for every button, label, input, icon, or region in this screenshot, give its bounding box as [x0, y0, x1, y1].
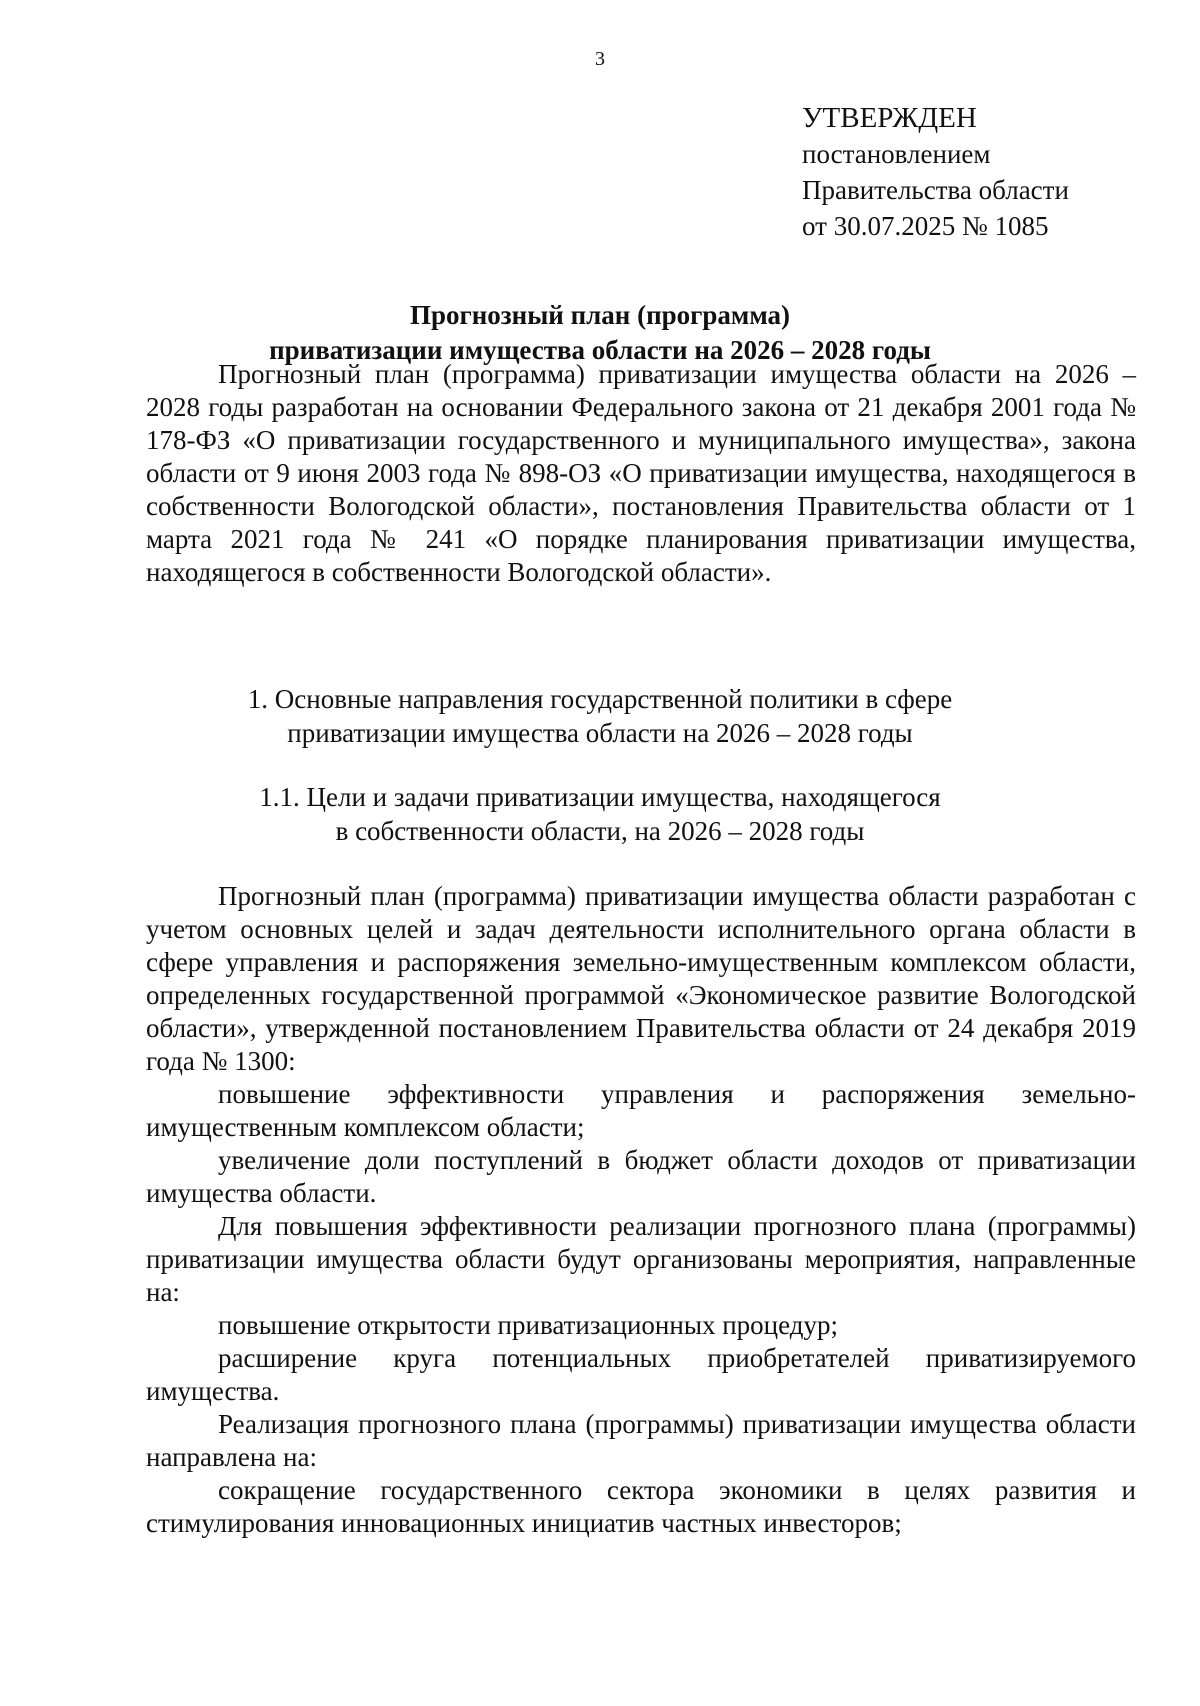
section-1-heading-line-1: 1. Основные направления государственной политики в сфере	[247, 684, 953, 714]
approval-title: УТВЕРЖДЕН	[802, 102, 977, 134]
section-1-heading-line-2: приватизации имущества области на 2026 – 2028 годы	[287, 718, 913, 748]
list-item: повышение открытости приватизационных процедур;	[218, 1310, 838, 1340]
paragraph: Прогнозный план (программа) приватизации имущества области разработан с учетом основных целей и задач деятельности исполнительного органа области в сфере управления и распоряжения земельно-имущественным комплексом области, определенных государственной программой «Экономическое развитие Вологодской области», утвержденной постановлением Правительства области от 24 декабря 2019 года № 1300:	[146, 881, 1136, 1076]
section-1-1-heading-line-2: в собственности области, на 2026 – 2028 годы	[335, 816, 865, 846]
document-title-line-1: Прогнозный план (программа)	[409, 300, 791, 330]
approval-line-3: от 30.07.2025 № 1085	[802, 211, 1049, 241]
section-1-1-heading-line-1: 1.1. Цели и задачи приватизации имущества, находящегося	[259, 782, 941, 812]
intro-paragraph: Прогнозный план (программа) приватизации имущества области на 2026 – 2028 годы разработан на основании Федерального закона от 21 декабря 2001 года № 178-ФЗ «О приватизации государственного и муниципального имущества», закона области от 9 июня 2003 года № 898-ОЗ «О приватизации имущества, находящегося в собственности Вологодской области», постановления Правительства области от 1 марта 2021 года № 241 «О порядке планирования приватизации имущества, находящегося в собственности Вологодской области».	[146, 359, 1136, 587]
document-title-line-2: приватизации имущества области на 2026 – 2028 годы	[269, 335, 931, 365]
list-item: расширение круга потенциальных приобретателей приватизируемого имущества.	[146, 1343, 1136, 1406]
approval-line-1: постановлением	[802, 139, 991, 169]
section-1-heading	[0, 682, 1200, 750]
paragraph: Реализация прогнозного плана (программы) приватизации имущества области направлена на:	[146, 1409, 1136, 1472]
intro-block	[146, 358, 1136, 589]
page-number: 3	[595, 48, 605, 70]
list-item: увеличение доли поступлений в бюджет области доходов от приватизации имущества области.	[146, 1145, 1136, 1208]
approval-line-2: Правительства области	[802, 175, 1069, 205]
list-item: сокращение государственного сектора экономики в целях развития и стимулирования инновационных инициатив частных инвесторов;	[146, 1475, 1136, 1538]
approval-stamp-block	[802, 100, 1069, 244]
paragraph: Для повышения эффективности реализации прогнозного плана (программы) приватизации имущества области будут организованы мероприятия, направленные на:	[146, 1211, 1136, 1307]
section-1-1-heading	[0, 780, 1200, 848]
list-item: повышение эффективности управления и распоряжения земельно-имущественным комплексом области;	[146, 1079, 1136, 1142]
main-text-block	[146, 880, 1136, 1540]
